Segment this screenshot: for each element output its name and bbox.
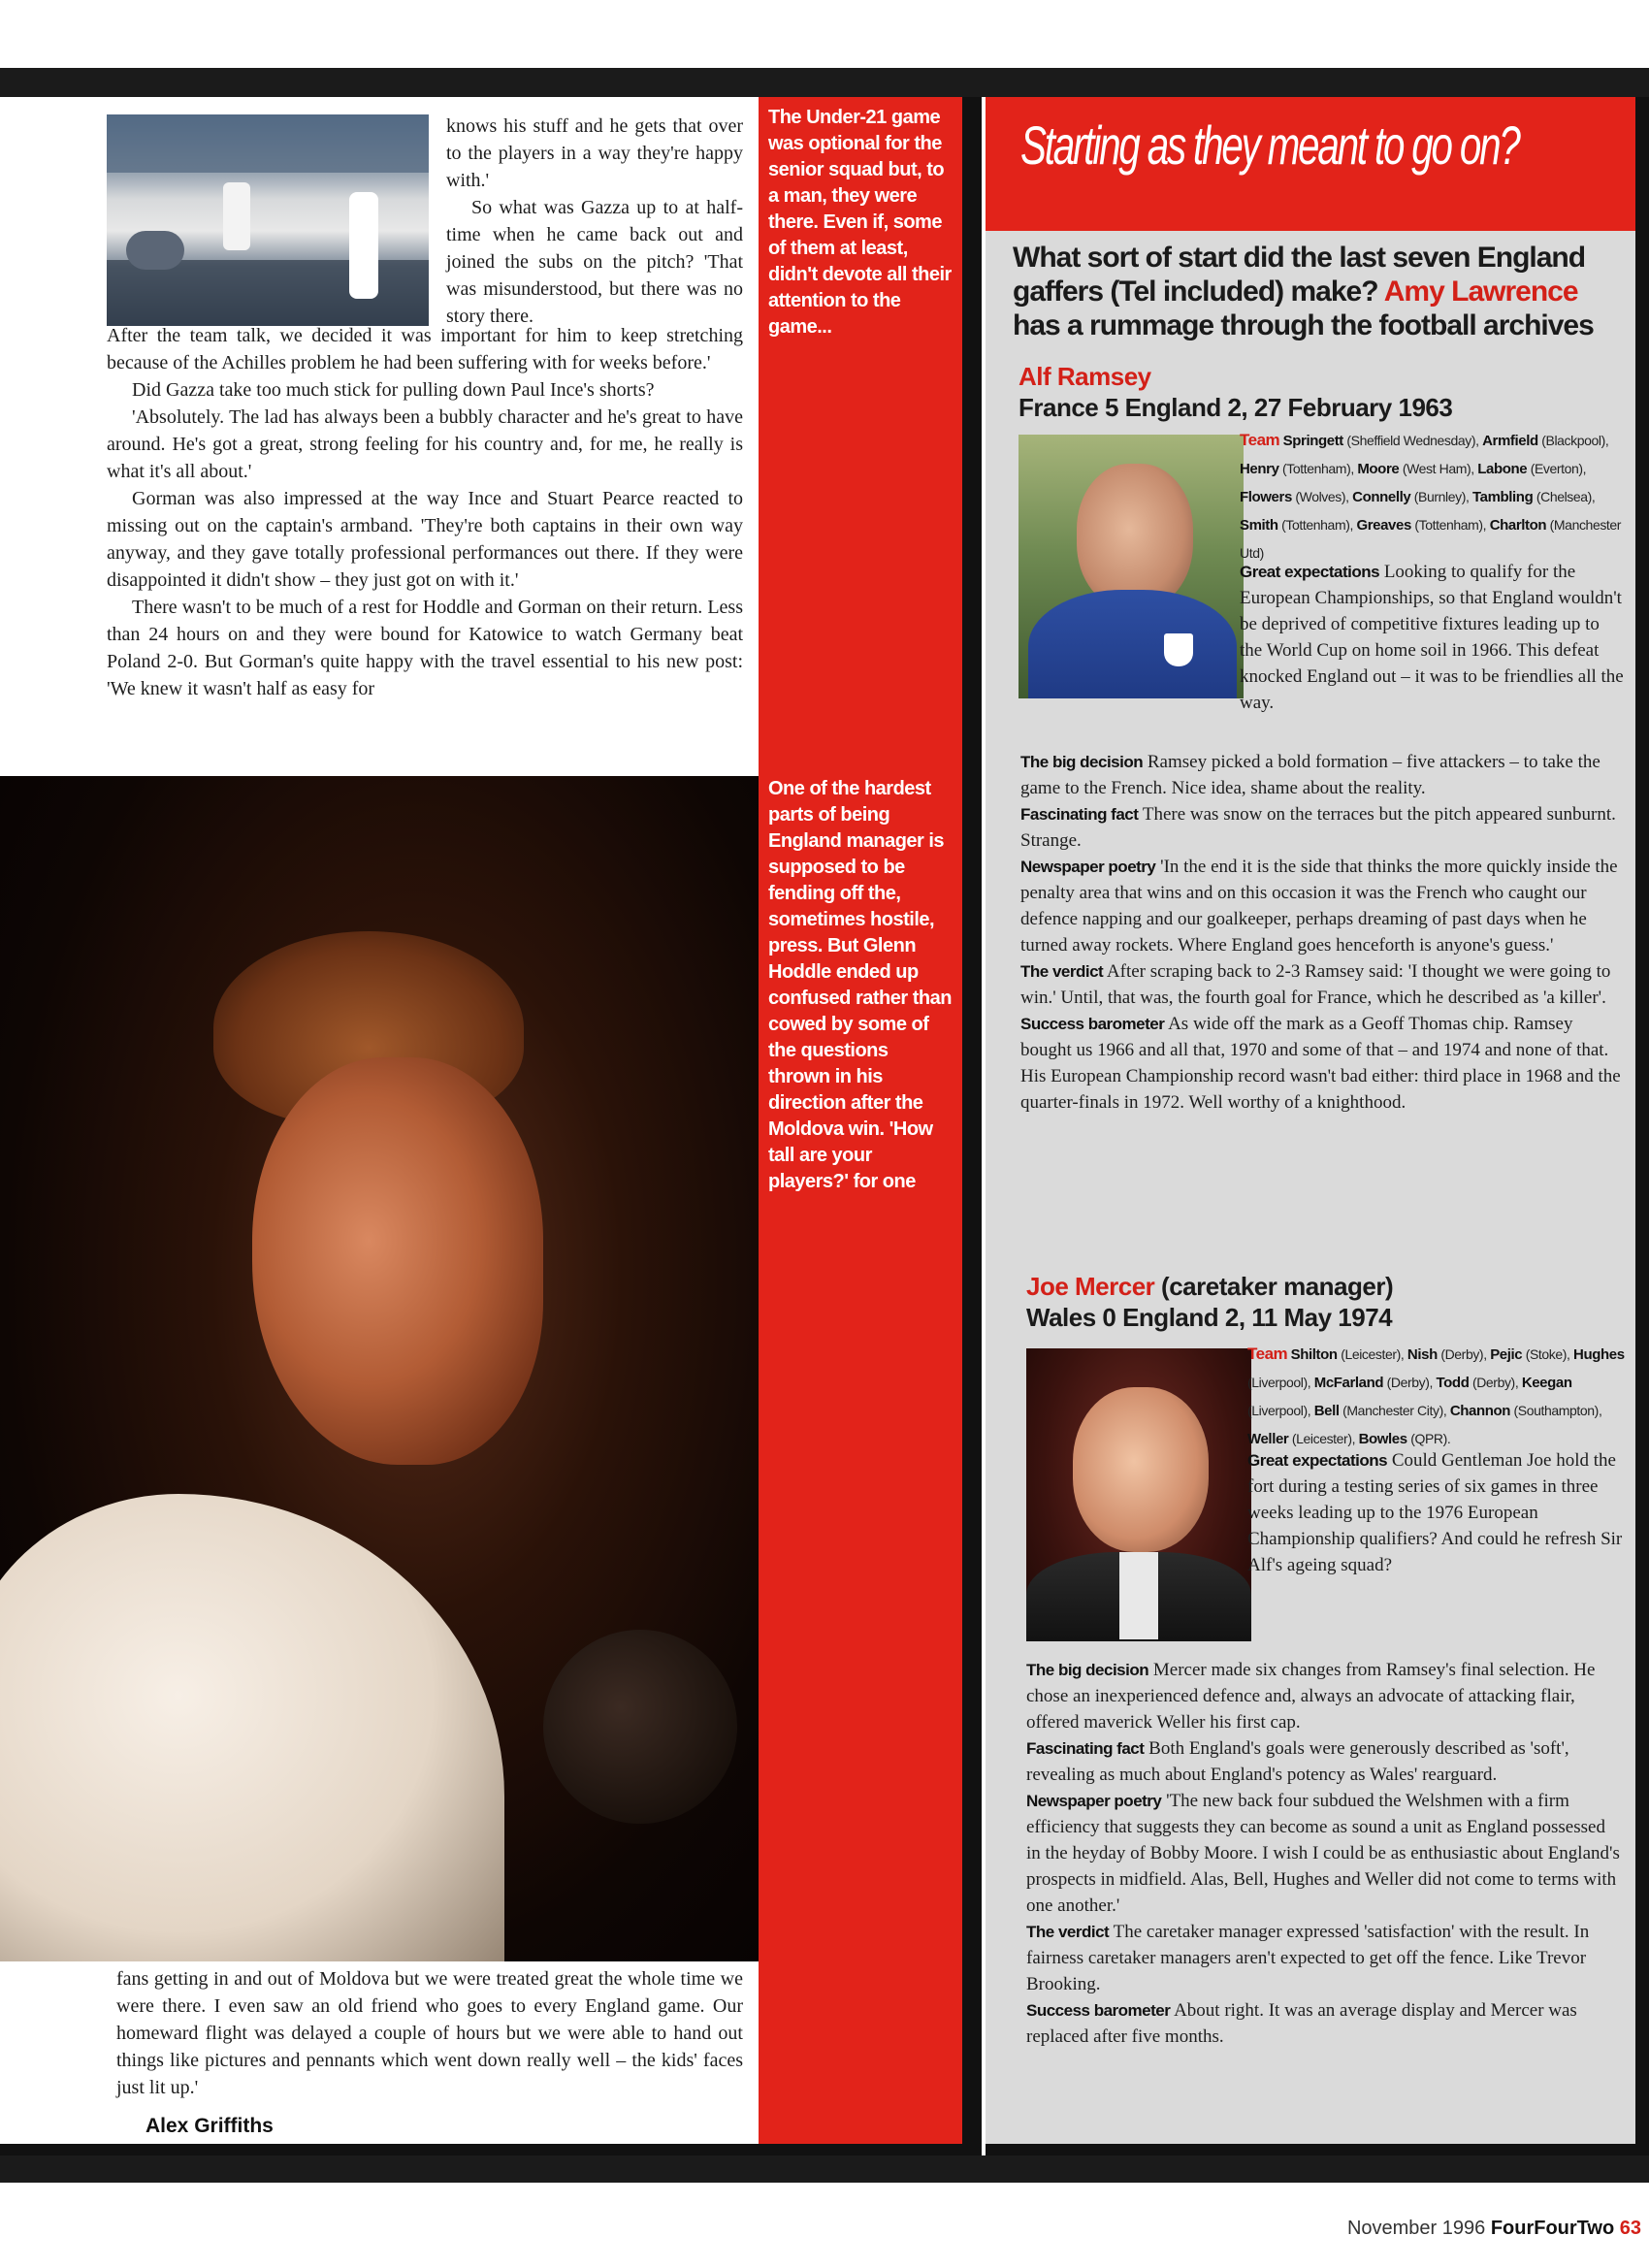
player-name: Tambling <box>1471 489 1534 505</box>
left-panel <box>0 97 982 2155</box>
manager-role: (caretaker manager) <box>1161 1272 1394 1301</box>
paragraph: Gorman was also impressed at the way Ince and Stuart Pearce reacted to missing out on the captain's armband. 'They're both captains in their own way anyway, and they gave totally professional performances out there. If they were disappointed it didn't show – they just got on with it.' <box>107 488 743 591</box>
player-name: Charlton <box>1489 517 1547 534</box>
newspaper-poetry-label: Newspaper poetry <box>1020 858 1156 876</box>
big-decision-text: Ramsey picked a bold formation – five attackers – to take the game to the French. Nice idea, shame about the reality. <box>1020 752 1600 798</box>
section-details <box>1026 1657 1624 2050</box>
great-expectations-text: Looking to qualify for the European Championships, so that England wouldn't be deprived of competitive fixtures leading up to the World Cup on home soil in 1966. This defeat knocked England out – it was to be friendlies all the way. <box>1240 562 1624 713</box>
player-club: (Wolves), <box>1295 489 1349 504</box>
player-name: Greaves <box>1356 517 1411 534</box>
article-column <box>0 97 759 2144</box>
player-club: (Tottenham), <box>1282 461 1354 476</box>
team-lineup <box>1247 1341 1626 1453</box>
player-name: Nish <box>1406 1346 1438 1363</box>
player-name: Springett <box>1282 433 1343 449</box>
newspaper-poetry-label: Newspaper poetry <box>1026 1792 1162 1810</box>
success-barometer <box>1026 1997 1624 2050</box>
player-club: (Burnley), <box>1413 489 1470 504</box>
paragraph: There wasn't to be much of a rest for Hoddle and Gorman on their return. Less than 24 hours on and they were bound for Katowice to watch Germany beat Poland 2-0. But Gorman's quite happy with the travel essential to his new post: 'We knew it wasn't half as easy for <box>107 597 743 699</box>
success-barometer-text: About right. It was an average display and Mercer was replaced after five months. <box>1026 2000 1577 2047</box>
player-club: (Liverpool), <box>1247 1403 1311 1418</box>
player-name: Armfield <box>1482 433 1538 449</box>
verdict-text: After scraping back to 2-3 Ramsey said: 'I thought we were going to win.' Until, that was, the fourth goal for France, which he described as 'a killer'. <box>1020 961 1611 1008</box>
verdict <box>1026 1919 1624 1997</box>
big-decision-text: Mercer made six changes from Ramsey's final selection. He chose an inexperienced defence and, always an advocate of attacking flair, offered maverick Weller his first cap. <box>1026 1660 1596 1733</box>
player-name: Labone <box>1477 461 1528 477</box>
player-name: Smith <box>1240 517 1278 534</box>
manager-photo <box>1026 1348 1251 1641</box>
article-text-bottom <box>116 1965 743 2101</box>
pull-quote: The Under-21 game was optional for the senior squad but, to a man, they were there. Even if, some of them at least, didn't devote all their attention to the game... <box>768 107 952 338</box>
manager-photo <box>1018 435 1244 698</box>
fascinating-fact <box>1020 801 1624 854</box>
player-name: Bell <box>1313 1403 1340 1419</box>
newspaper-poetry-text: 'In the end it is the side that thinks the more quickly inside the penalty area that wins and on this occasion it was the French who caught our defence napping and our goalkeeper, perhaps dreaming of past days when he turned away rockets. Where England goes henceforth is anyone's guess.' <box>1020 857 1618 956</box>
player-club: (West Ham), <box>1402 461 1474 476</box>
player-club: (Liverpool), <box>1247 1375 1311 1390</box>
player-club: (Stoke), <box>1525 1346 1570 1362</box>
player-club: (Chelsea), <box>1536 489 1596 504</box>
fascinating-fact-label: Fascinating fact <box>1026 1739 1145 1758</box>
success-barometer-text: As wide off the mark as a Geoff Thomas chip. Ramsey bought us 1966 and all that, 1970 and some of that – and 1974 and none of that. His European Championship record wasn't bad either: third place in 1968 and the quarter-finals in 1972. Well worthy of a knighthood. <box>1020 1014 1621 1113</box>
right-panel <box>986 97 1649 2155</box>
verdict-label: The verdict <box>1026 1923 1110 1941</box>
player-name: Henry <box>1240 461 1279 477</box>
player-club: (Leicester), <box>1291 1431 1356 1446</box>
magazine-name: FourFourTwo <box>1490 2218 1615 2239</box>
player-name: Pejic <box>1490 1346 1523 1363</box>
paragraph: After the team talk, we decided it was important for him to keep stretching because of the Achilles problem he had been suffering with for weeks before.' <box>107 325 743 373</box>
player-club: (Derby), <box>1471 1375 1519 1390</box>
fascinating-fact-label: Fascinating fact <box>1020 805 1139 824</box>
team-lineup <box>1240 427 1626 567</box>
great-expectations-label: Great expectations <box>1240 563 1380 581</box>
player-club: (QPR). <box>1410 1431 1451 1446</box>
player-name: McFarland <box>1313 1375 1384 1391</box>
big-decision <box>1026 1657 1624 1735</box>
byline: Alex Griffiths <box>146 2115 274 2137</box>
player-name: Channon <box>1449 1403 1511 1419</box>
match-result: France 5 England 2, 27 February 1963 <box>1018 393 1453 422</box>
crowd-photo <box>107 114 429 326</box>
player-name: Keegan <box>1521 1375 1572 1391</box>
top-border <box>0 68 1649 97</box>
team-label: Team <box>1240 431 1280 449</box>
fascinating-fact-text: Both England's goals were generously described as 'soft', revealing as much about England's potency as Wales' rearguard. <box>1026 1738 1569 1785</box>
player-name: Flowers <box>1240 489 1292 505</box>
paragraph: fans getting in and out of Moldova but we were treated great the whole time we were there. I even saw an old friend who goes to every England game. Our homeward flight was delayed a couple of hours but we were able to hand out things like pictures and pennants which went down really well – the kids' faces just lit up.' <box>116 1968 743 2098</box>
success-barometer-label: Success barometer <box>1020 1015 1165 1033</box>
standfirst <box>1013 241 1624 342</box>
bottom-border <box>0 2155 1649 2183</box>
manager-name: Alf Ramsey <box>1018 362 1151 391</box>
fascinating-fact <box>1026 1735 1624 1788</box>
player-name: Weller <box>1247 1431 1289 1447</box>
verdict-label: The verdict <box>1020 962 1104 981</box>
article-text-top-right <box>446 113 743 330</box>
paragraph: So what was Gazza up to at half-time when he came back out and joined the subs on the pitch? 'That was misunderstood, but there was no story there. <box>446 197 743 327</box>
big-decision-label: The big decision <box>1026 1661 1149 1679</box>
section-details <box>1020 749 1624 1116</box>
standfirst-text: What sort of start did the last seven England gaffers (Tel included) make? <box>1013 242 1586 308</box>
article-text-top <box>107 322 743 702</box>
pull-quote-bar <box>759 97 962 2144</box>
paragraph: knows his stuff and he gets that over to the players in a way they're happy with.' <box>446 115 743 191</box>
player-club: (Tottenham), <box>1414 517 1487 533</box>
author-name: Amy Lawrence <box>1383 275 1578 308</box>
big-decision-label: The big decision <box>1020 753 1144 771</box>
player-name: Shilton <box>1290 1346 1338 1363</box>
player-name: Connelly <box>1352 489 1411 505</box>
paragraph: 'Absolutely. The lad has always been a bubbly character and he's great to have around. He's got a great, strong feeling for his country and, for me, he really is what it's all about.' <box>107 406 743 482</box>
manager-section-header <box>1026 1271 1628 1333</box>
verdict-text: The caretaker manager expressed 'satisfaction' with the result. In fairness caretaker managers aren't expected to get off the fence. Like Trevor Brooking. <box>1026 1922 1590 1994</box>
player-club: (Tottenham), <box>1281 517 1353 533</box>
manager-section-header <box>1018 361 1620 423</box>
page-footer <box>1347 2218 1641 2240</box>
newspaper-poetry <box>1026 1788 1624 1919</box>
great-expectations-label: Great expectations <box>1247 1451 1388 1470</box>
sidebar-box <box>986 97 1635 2144</box>
player-club: (Blackpool), <box>1541 433 1609 448</box>
fascinating-fact-text: There was snow on the terraces but the pitch appeared sunburnt. Strange. <box>1020 804 1616 851</box>
player-club: (Manchester Utd) <box>1240 517 1622 561</box>
team-label: Team <box>1247 1345 1288 1363</box>
player-name: Hughes <box>1573 1346 1625 1363</box>
player-club: (Everton), <box>1530 461 1587 476</box>
page-number: 63 <box>1619 2218 1641 2239</box>
sidebar-header <box>986 97 1635 231</box>
issue-date: November 1996 <box>1346 2218 1486 2239</box>
verdict <box>1020 958 1624 1011</box>
player-club: (Derby), <box>1386 1375 1434 1390</box>
success-barometer-label: Success barometer <box>1026 2001 1171 2020</box>
manager-portrait-photo <box>0 776 759 1961</box>
newspaper-poetry-text: 'The new back four subdued the Welshmen with a firm efficiency that suggests they can become as sound a unit as England possessed in the heyday of Bobby Moore. I wish I could be as enthusiastic about England's prospects in midfield. Alas, Bell, Hughes and Weller did not come to terms with one another.' <box>1026 1791 1620 1916</box>
player-club: (Derby), <box>1440 1346 1487 1362</box>
player-club: (Manchester City), <box>1342 1403 1447 1418</box>
pull-quote: One of the hardest parts of being England manager is supposed to be fending off the, sometimes hostile, press. But Glenn Hoddle ended up confused rather than cowed by some of the questions thrown in his direction after the Moldova win. 'How tall are your players?' for one <box>768 778 952 1192</box>
manager-name <box>1026 1271 1628 1302</box>
great-expectations <box>1247 1447 1626 1578</box>
player-name: Moore <box>1357 461 1400 477</box>
success-barometer <box>1020 1011 1624 1116</box>
player-club: (Sheffield Wednesday), <box>1346 433 1479 448</box>
great-expectations <box>1240 559 1626 716</box>
manager-name-text: Joe Mercer <box>1026 1272 1155 1301</box>
standfirst-tail: has a rummage through the football archives <box>1013 309 1594 341</box>
player-club: (Leicester), <box>1341 1346 1405 1362</box>
paragraph: Did Gazza take too much stick for pulling down Paul Ince's shorts? <box>132 379 655 401</box>
match-result: Wales 0 England 2, 11 May 1974 <box>1026 1303 1393 1332</box>
great-expectations-text: Could Gentleman Joe hold the fort during a testing series of six games in three weeks leading up to the 1976 European Championship qualifiers? And could he refresh Sir Alf's ageing squad? <box>1247 1450 1623 1575</box>
big-decision <box>1020 749 1624 801</box>
player-club: (Southampton), <box>1513 1403 1602 1418</box>
newspaper-poetry <box>1020 854 1624 958</box>
headline: Starting as they meant to go on? <box>1020 114 1519 176</box>
player-name: Todd <box>1436 1375 1470 1391</box>
player-name: Bowles <box>1358 1431 1407 1447</box>
